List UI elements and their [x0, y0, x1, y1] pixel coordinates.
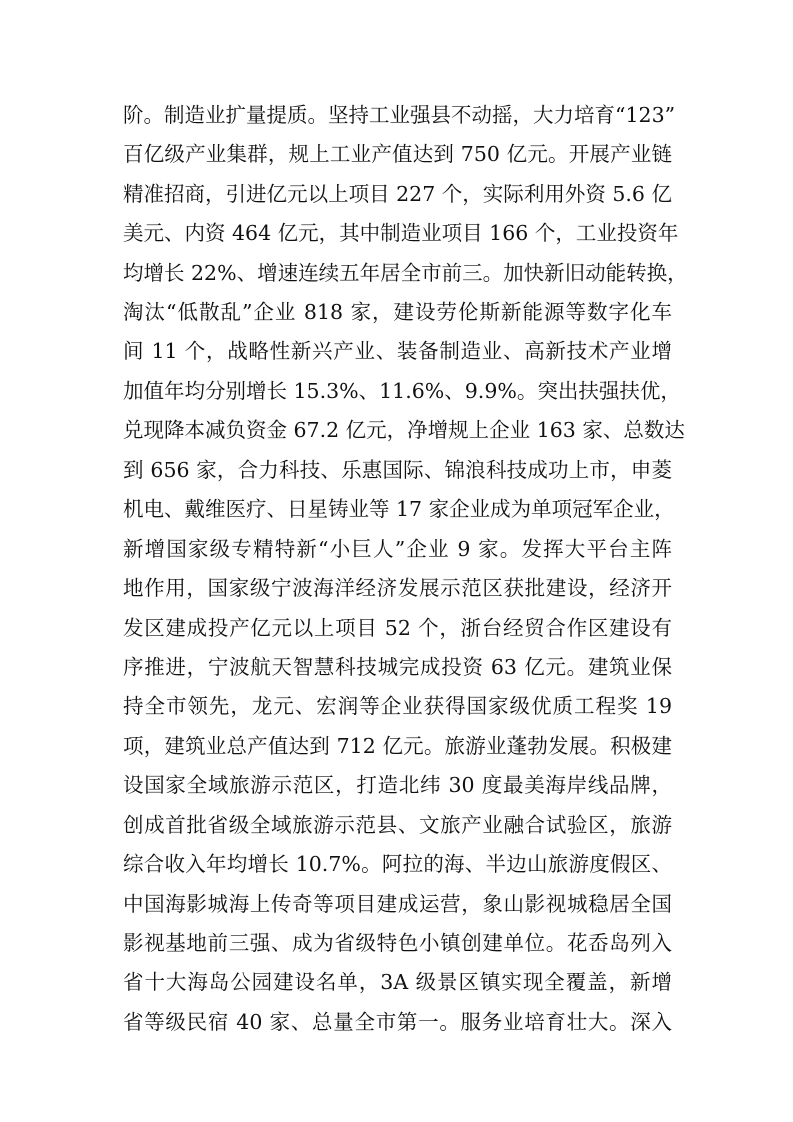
- body-paragraph: [123, 96, 688, 1043]
- text-line: 影视基地前三强、成为省级特色小镇创建单位。花岙岛列入: [123, 931, 672, 956]
- text-line: 阶。制造业扩量提质。坚持工业强县不动摇，大力培育“123”: [123, 102, 676, 127]
- text-line: 省等级民宿 40 家、总量全市第一。服务业培育壮大。深入: [123, 1009, 672, 1034]
- text-line: 淘汰“低散乱”企业 818 家，建设劳伦斯新能源等数字化车: [123, 300, 672, 325]
- text-line: 美元、内资 464 亿元，其中制造业项目 166 个，工业投资年: [123, 221, 679, 246]
- text-line: 创成首批省级全域旅游示范县、文旅产业融合试验区，旅游: [123, 812, 672, 837]
- text-line: 到 656 家，合力科技、乐惠国际、锦浪科技成功上市，申菱: [123, 457, 672, 482]
- text-line: 项，建筑业总产值达到 712 亿元。旅游业蓬勃发展。积极建: [123, 733, 672, 758]
- text-line: 持全市领先，龙元、宏润等企业获得国家级优质工程奖 19: [123, 694, 672, 719]
- text-line: 序推进，宁波航天智慧科技城完成投资 63 亿元。建筑业保: [123, 654, 672, 679]
- text-line: 机电、戴维医疗、日星铸业等 17 家企业成为单项冠军企业，: [123, 497, 675, 522]
- text-line: 百亿级产业集群，规上工业产值达到 750 亿元。开展产业链: [123, 142, 672, 167]
- text-line: 综合收入年均增长 10.7%。阿拉的海、半边山旅游度假区、: [123, 852, 672, 877]
- text-line: 兑现降本减负资金 67.2 亿元，净增规上企业 163 家、总数达: [123, 418, 685, 443]
- text-line: 省十大海岛公园建设名单，3A 级景区镇实现全覆盖，新增: [123, 970, 672, 995]
- text-line: 均增长 22%、增速连续五年居全市前三。加快新旧动能转换，: [123, 260, 688, 285]
- text-line: 中国海影城海上传奇等项目建成运营，象山影视城稳居全国: [123, 891, 672, 916]
- text-line: 加值年均分别增长 15.3%、11.6%、9.9%。突出扶强扶优，: [123, 378, 681, 403]
- text-line: 设国家全域旅游示范区，打造北纬 30 度最美海岸线品牌，: [123, 773, 672, 798]
- text-line: 新增国家级专精特新“小巨人”企业 9 家。发挥大平台主阵: [123, 536, 672, 561]
- text-line: 间 11 个，战略性新兴产业、装备制造业、高新技术产业增: [123, 339, 672, 364]
- text-line: 精准招商，引进亿元以上项目 227 个，实际利用外资 5.6 亿: [123, 181, 672, 206]
- text-line: 地作用，国家级宁波海洋经济发展示范区获批建设，经济开: [123, 576, 672, 601]
- text-line: 发区建成投产亿元以上项目 52 个，浙台经贸合作区建设有: [123, 615, 672, 640]
